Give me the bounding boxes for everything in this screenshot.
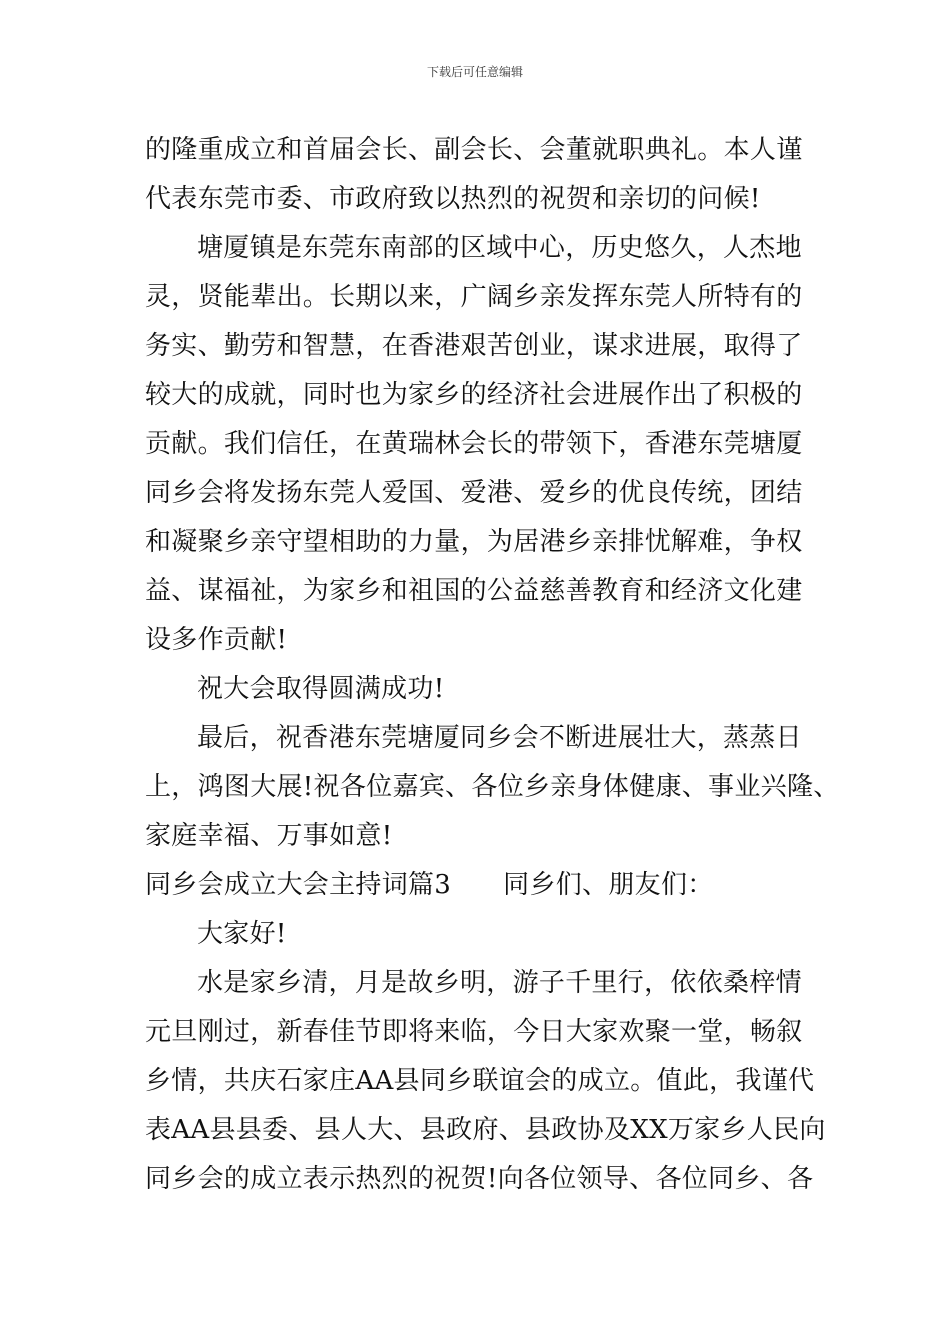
text-line: 益、谋福祉，为家乡和祖国的公益慈善教育和经济文化建 xyxy=(145,576,803,606)
text-line: 设多作贡献! xyxy=(145,625,288,655)
section-title: 同乡会成立大会主持词篇3 xyxy=(145,870,452,900)
document-body xyxy=(145,126,840,1204)
paragraph-start-line: 塘厦镇是东莞东南部的区域中心，历史悠久，人杰地 xyxy=(197,233,802,263)
text-line: 较大的成就，同时也为家乡的经济社会进展作出了积极的 xyxy=(145,380,803,410)
text-line: 灵，贤能辈出。长期以来，广阔乡亲发挥东莞人所特有的 xyxy=(145,282,803,312)
salutation: 同乡们、朋友们： xyxy=(503,870,714,900)
paragraph-start-line: 祝大会取得圆满成功! xyxy=(197,674,445,704)
paragraph-start-line: 水是家乡清，月是故乡明，游子千里行，依依桑梓情 xyxy=(197,968,802,998)
paragraph-start-line: 最后，祝香港东莞塘厦同乡会不断进展壮大，蒸蒸日 xyxy=(197,723,802,753)
text-line: 同乡会将发扬东莞人爱国、爱港、爱乡的优良传统，团结 xyxy=(145,478,803,508)
text-line: 代表东莞市委、市政府致以热烈的祝贺和亲切的问候! xyxy=(145,184,761,214)
text-line: 和凝聚乡亲守望相助的力量，为居港乡亲排忧解难，争权 xyxy=(145,527,803,557)
section-heading-line xyxy=(145,861,825,910)
text-line: 表AA县县委、县人大、县政府、县政协及XX万家乡人民向 xyxy=(145,1115,826,1145)
page-header: 下载后可任意编辑 xyxy=(426,65,523,79)
text-line: 同乡会的成立表示热烈的祝贺!向各位领导、各位同乡、各 xyxy=(145,1164,814,1194)
text-line: 乡情，共庆石家庄AA县同乡联谊会的成立。值此，我谨代 xyxy=(145,1066,815,1096)
paragraph-start-line: 大家好! xyxy=(197,919,287,949)
text-line: 元旦刚过，新春佳节即将来临，今日大家欢聚一堂，畅叙 xyxy=(145,1017,803,1047)
text-line: 家庭幸福、万事如意! xyxy=(145,821,393,851)
text-line: 上，鸿图大展!祝各位嘉宾、各位乡亲身体健康、事业兴隆、 xyxy=(145,772,840,802)
text-line: 贡献。我们信任，在黄瑞林会长的带领下，香港东莞塘厦 xyxy=(145,429,803,459)
text-line: 务实、勤劳和智慧，在香港艰苦创业，谋求进展，取得了 xyxy=(145,331,803,361)
text-line: 的隆重成立和首届会长、副会长、会董就职典礼。本人谨 xyxy=(145,135,803,165)
